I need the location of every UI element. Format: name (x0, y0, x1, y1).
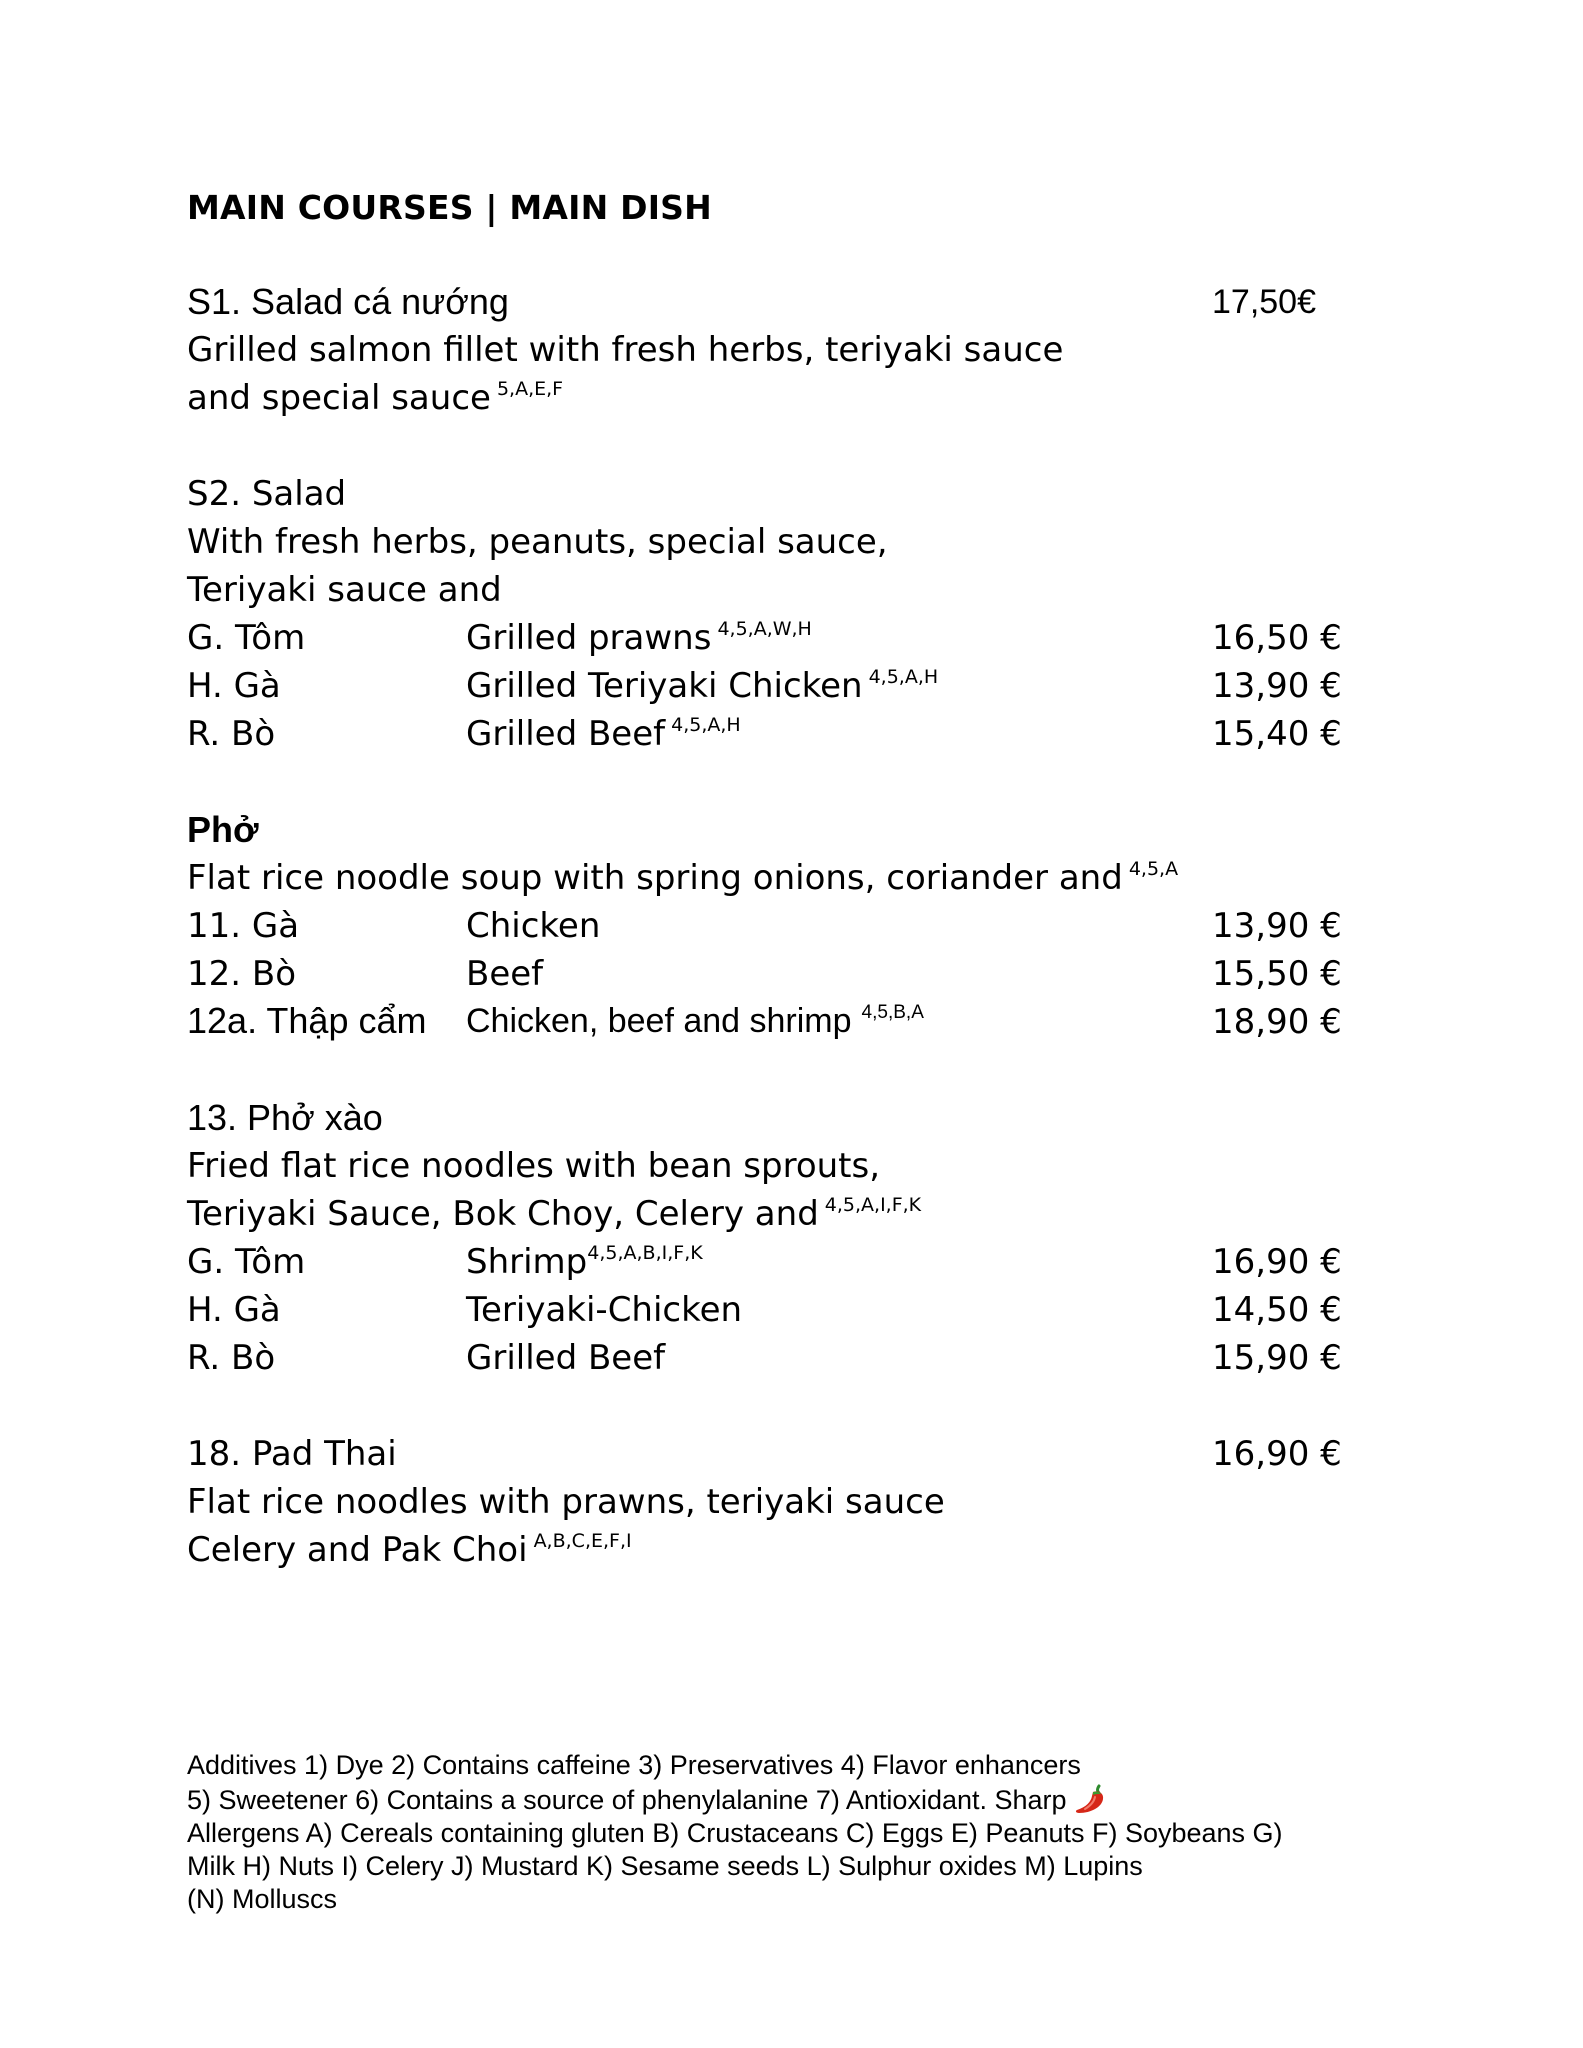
dish-desc-s2-line2: Teriyaki sauce and (187, 570, 502, 610)
option-code: G. Tôm (187, 618, 306, 658)
option-price: 16,50 € (1212, 618, 1342, 658)
footnote-allergens-line2: Milk H) Nuts I) Celery J) Mustard K) Sesame seeds L) Sulphur oxides M) Lupins (187, 1851, 1143, 1881)
option-name (466, 1001, 924, 1047)
dish-desc-text: and special sauce (187, 378, 491, 418)
footnote-allergens-line1: Allergens A) Cereals containing gluten B) Crustaceans C) Eggs E) Peanuts F) Soybeans G) (187, 1818, 1283, 1848)
option-code: R. Bò (187, 714, 276, 754)
option-code: G. Tôm (187, 1242, 306, 1282)
section-title-pho: Phở (187, 809, 259, 850)
allergen-codes: 5,A,E,F (496, 378, 564, 400)
option-name (466, 714, 741, 759)
dish-title-s2: S2. Salad (187, 474, 347, 514)
dish-desc-s2-line1: With fresh herbs, peanuts, special sauce, (187, 522, 888, 562)
option-price: 15,50 € (1212, 954, 1342, 994)
dish-title-pad-thai: 18. Pad Thai (187, 1434, 397, 1474)
footnote-additives-line1: Additives 1) Dye 2) Contains caffeine 3) Preservatives 4) Flavor enhancers (187, 1750, 1081, 1780)
option-price: 18,90 € (1212, 1002, 1342, 1042)
allergen-codes: 4,5,A,H (868, 666, 939, 688)
option-price: 15,90 € (1212, 1338, 1342, 1378)
footnote-additives-line2 (187, 1785, 1109, 1819)
option-name-text: Shrimp (466, 1242, 588, 1282)
allergen-codes: 4,5,A,B,I,F,K (587, 1242, 703, 1264)
dish-price-s1: 17,50€ (1212, 283, 1316, 321)
dish-desc-pad-thai-line2 (187, 1530, 632, 1575)
option-name-text: Grilled Beef (466, 714, 666, 754)
dish-desc-pho-xao-line1: Fried flat rice noodles with bean sprouts, (187, 1146, 881, 1186)
allergen-codes: A,B,C,E,F,I (533, 1530, 632, 1552)
option-name (466, 666, 938, 711)
option-name: Teriyaki-Chicken (466, 1290, 743, 1330)
dish-desc-text: Celery and Pak Choi (187, 1530, 528, 1570)
option-name-text: Grilled Teriyaki Chicken (466, 666, 863, 706)
option-code: 12a. Thập cẩm (187, 1000, 427, 1041)
allergen-codes: 4,5,A,H (671, 714, 741, 736)
option-code: 12. Bò (187, 954, 297, 994)
option-price: 13,90 € (1212, 906, 1342, 946)
option-name: Beef (466, 954, 544, 994)
chili-pepper-icon (1073, 1782, 1109, 1816)
footnote-allergens-line3: (N) Molluscs (187, 1884, 338, 1914)
allergen-codes: 4,5,B,A (861, 1002, 924, 1023)
option-price: 13,90 € (1212, 666, 1342, 706)
footnote-text: 5) Sweetener 6) Contains a source of phenylalanine 7) Antioxidant. Sharp (187, 1785, 1067, 1816)
option-name: Grilled Beef (466, 1338, 666, 1378)
option-name: Chicken (466, 906, 601, 946)
option-price: 16,90 € (1212, 1242, 1342, 1282)
dish-price-pad-thai: 16,90 € (1212, 1434, 1342, 1474)
dish-desc-s1-line2 (187, 378, 563, 423)
page-title: MAIN COURSES | MAIN DISH (187, 188, 712, 227)
dish-desc-pad-thai-line1: Flat rice noodles with prawns, teriyaki sauce (187, 1482, 945, 1522)
option-name (466, 618, 812, 663)
dish-title-pho-xao: 13. Phở xào (187, 1097, 383, 1138)
option-code: H. Gà (187, 666, 281, 706)
dish-desc-s1-line1: Grilled salmon fillet with fresh herbs, teriyaki sauce (187, 330, 1064, 370)
dish-desc-text: Teriyaki Sauce, Bok Choy, Celery and (187, 1194, 819, 1234)
dish-desc-pho (187, 858, 1178, 903)
option-name-text: Chicken, beef and shrimp (466, 1002, 852, 1040)
option-price: 14,50 € (1212, 1290, 1342, 1330)
dish-desc-text: Flat rice noodle soup with spring onions, coriander and (187, 858, 1123, 898)
option-price: 15,40 € (1212, 714, 1342, 754)
option-code: H. Gà (187, 1290, 281, 1330)
dish-title-s1: S1. Salad cá nướng (187, 281, 509, 322)
option-name (466, 1242, 703, 1287)
allergen-codes: 4,5,A,I,F,K (824, 1194, 922, 1216)
allergen-codes: 4,5,A,W,H (717, 618, 812, 640)
option-code: R. Bò (187, 1338, 276, 1378)
option-code: 11. Gà (187, 906, 300, 946)
allergen-codes: 4,5,A (1128, 858, 1179, 880)
dish-desc-pho-xao-line2 (187, 1194, 921, 1239)
option-name-text: Grilled prawns (466, 618, 712, 658)
